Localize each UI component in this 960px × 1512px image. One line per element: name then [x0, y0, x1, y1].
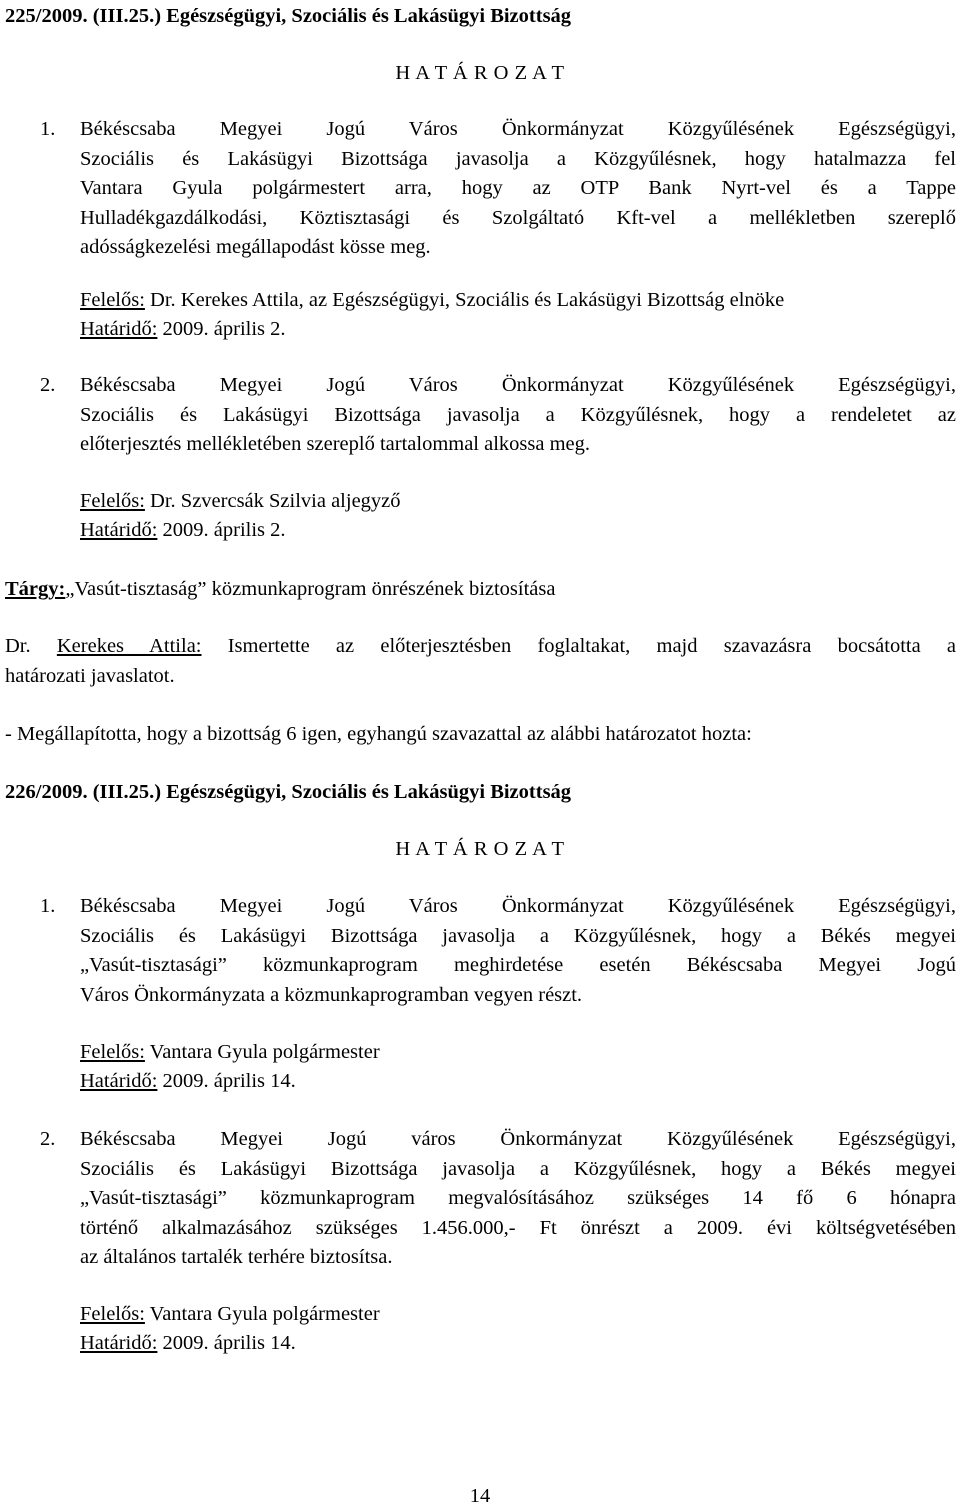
vote-statement: - Megállapította, hogy a bizottság 6 igen, egyhangú szavazattal az alábbi határozatot hozta: — [5, 723, 752, 745]
deadline-label: Határidő: — [80, 1070, 158, 1092]
resolution-heading: 225/2009. (III.25.) Egészségügyi, Szociális és Lakásügyi Bizottság — [5, 5, 572, 27]
item-text-line: Város Önkormányzata a közmunkaprogramban vegyen részt. — [80, 983, 583, 1006]
presenter-name: Kerekes Attila: — [56, 635, 202, 657]
responsible-line — [80, 487, 956, 517]
item-text-line: Vantara Gyula polgármestert arra, hogy az OTP Bank Nyrt-vel és a Tappe — [80, 177, 956, 199]
responsible-label: Felelős: — [80, 289, 145, 311]
item-number: 1. — [40, 118, 56, 140]
item-text — [80, 371, 956, 460]
presenter-prefix: Dr. — [5, 635, 57, 657]
presenter-line — [5, 632, 956, 662]
deadline-label: Határidő: — [80, 318, 158, 340]
item-text-line: történő alkalmazásához szükséges 1.456.000,- Ft önrészt a 2009. évi költségvetésében — [80, 1216, 956, 1239]
page-number: 14 — [469, 1485, 491, 1507]
subject-value: „Vasút-tisztaság” közmunkaprogram önrészének biztosítása — [65, 578, 556, 600]
item-text-line: az általános tartalék terhére biztosítsa. — [80, 1246, 393, 1268]
item-text-line: Békéscsaba Megyei Jogú Város Önkormányzat Közgyűlésének Egészségügyi, — [80, 118, 956, 140]
responsible-line — [80, 1038, 956, 1068]
item-number: 1. — [40, 895, 56, 917]
responsible-value: Vantara Gyula polgármester — [144, 1303, 380, 1325]
resolution-heading: 226/2009. (III.25.) Egészségügyi, Szociális és Lakásügyi Bizottság — [5, 781, 572, 803]
responsible-line — [80, 1300, 956, 1330]
deadline-value: 2009. április 2. — [157, 318, 286, 340]
subject-label: Tárgy: — [5, 578, 66, 600]
item-text-line: előterjesztés mellékletében szereplő tartalommal alkossa meg. — [80, 433, 591, 455]
deadline-value: 2009. április 2. — [157, 519, 286, 541]
item-text-line: adósságkezelési megállapodást kösse meg. — [80, 236, 431, 258]
deadline-line — [80, 516, 956, 546]
deadline-value: 2009. április 14. — [157, 1332, 296, 1354]
item-text-line: „Vasút-tisztasági” közmunkaprogram meghirdetése esetén Békéscsaba Megyei Jogú — [80, 954, 956, 976]
item-text-line: Szociális és Lakásügyi Bizottsága javasolja a Közgyűlésnek, hogy hatalmazza fel — [80, 147, 956, 170]
item-text — [80, 1125, 956, 1273]
responsible-label: Felelős: — [80, 490, 145, 512]
item-text-line: Szociális és Lakásügyi Bizottsága javasolja a Közgyűlésnek, hogy a Békés megyei — [80, 924, 956, 947]
responsible-label: Felelős: — [80, 1041, 145, 1063]
deadline-value: 2009. április 14. — [157, 1070, 296, 1092]
item-number: 2. — [40, 1128, 56, 1150]
responsible-value: Dr. Kerekes Attila, az Egészségügyi, Szociális és Lakásügyi Bizottság elnöke — [144, 289, 785, 311]
responsible-label: Felelős: — [80, 1303, 145, 1325]
presenter-text: Ismertette az előterjesztésben foglaltakat, majd szavazásra bocsátotta a — [201, 635, 957, 657]
item-text — [80, 892, 956, 1010]
subject-line — [5, 575, 555, 605]
item-text-line: „Vasút-tisztasági” közmunkaprogram megvalósításához szükséges 14 fő 6 hónapra — [80, 1187, 956, 1209]
presenter-paragraph — [5, 632, 956, 691]
deadline-label: Határidő: — [80, 1332, 158, 1354]
item-text-line: Békéscsaba Megyei Jogú Város Önkormányzat Közgyűlésének Egészségügyi, — [80, 895, 956, 917]
item-text-line: Szociális és Lakásügyi Bizottsága javasolja a Közgyűlésnek, hogy a Békés megyei — [80, 1157, 956, 1180]
responsible-value: Vantara Gyula polgármester — [144, 1041, 380, 1063]
item-text-line: Szociális és Lakásügyi Bizottsága javasolja a Közgyűlésnek, hogy a rendeletet az — [80, 403, 956, 426]
responsible-value: Dr. Szvercsák Szilvia aljegyző — [144, 490, 401, 512]
item-text — [80, 115, 956, 263]
deadline-line — [80, 315, 956, 345]
item-text-line: Békéscsaba Megyei Jogú Város Önkormányzat Közgyűlésének Egészségügyi, — [80, 374, 956, 396]
deadline-line — [80, 1067, 956, 1097]
deadline-line — [80, 1329, 956, 1359]
deadline-label: Határidő: — [80, 519, 158, 541]
item-text-line: Hulladékgazdálkodási, Köztisztasági és Szolgáltató Kft-vel a mellékletben szereplő — [80, 206, 956, 229]
responsible-line — [80, 286, 956, 316]
resolution-title: H A T Á R O Z A T — [395, 838, 565, 860]
item-text-line: Békéscsaba Megyei Jogú város Önkormányzat Közgyűlésének Egészségügyi, — [80, 1128, 956, 1150]
item-number: 2. — [40, 374, 56, 396]
presenter-line: határozati javaslatot. — [5, 664, 175, 687]
resolution-title: H A T Á R O Z A T — [395, 62, 565, 84]
